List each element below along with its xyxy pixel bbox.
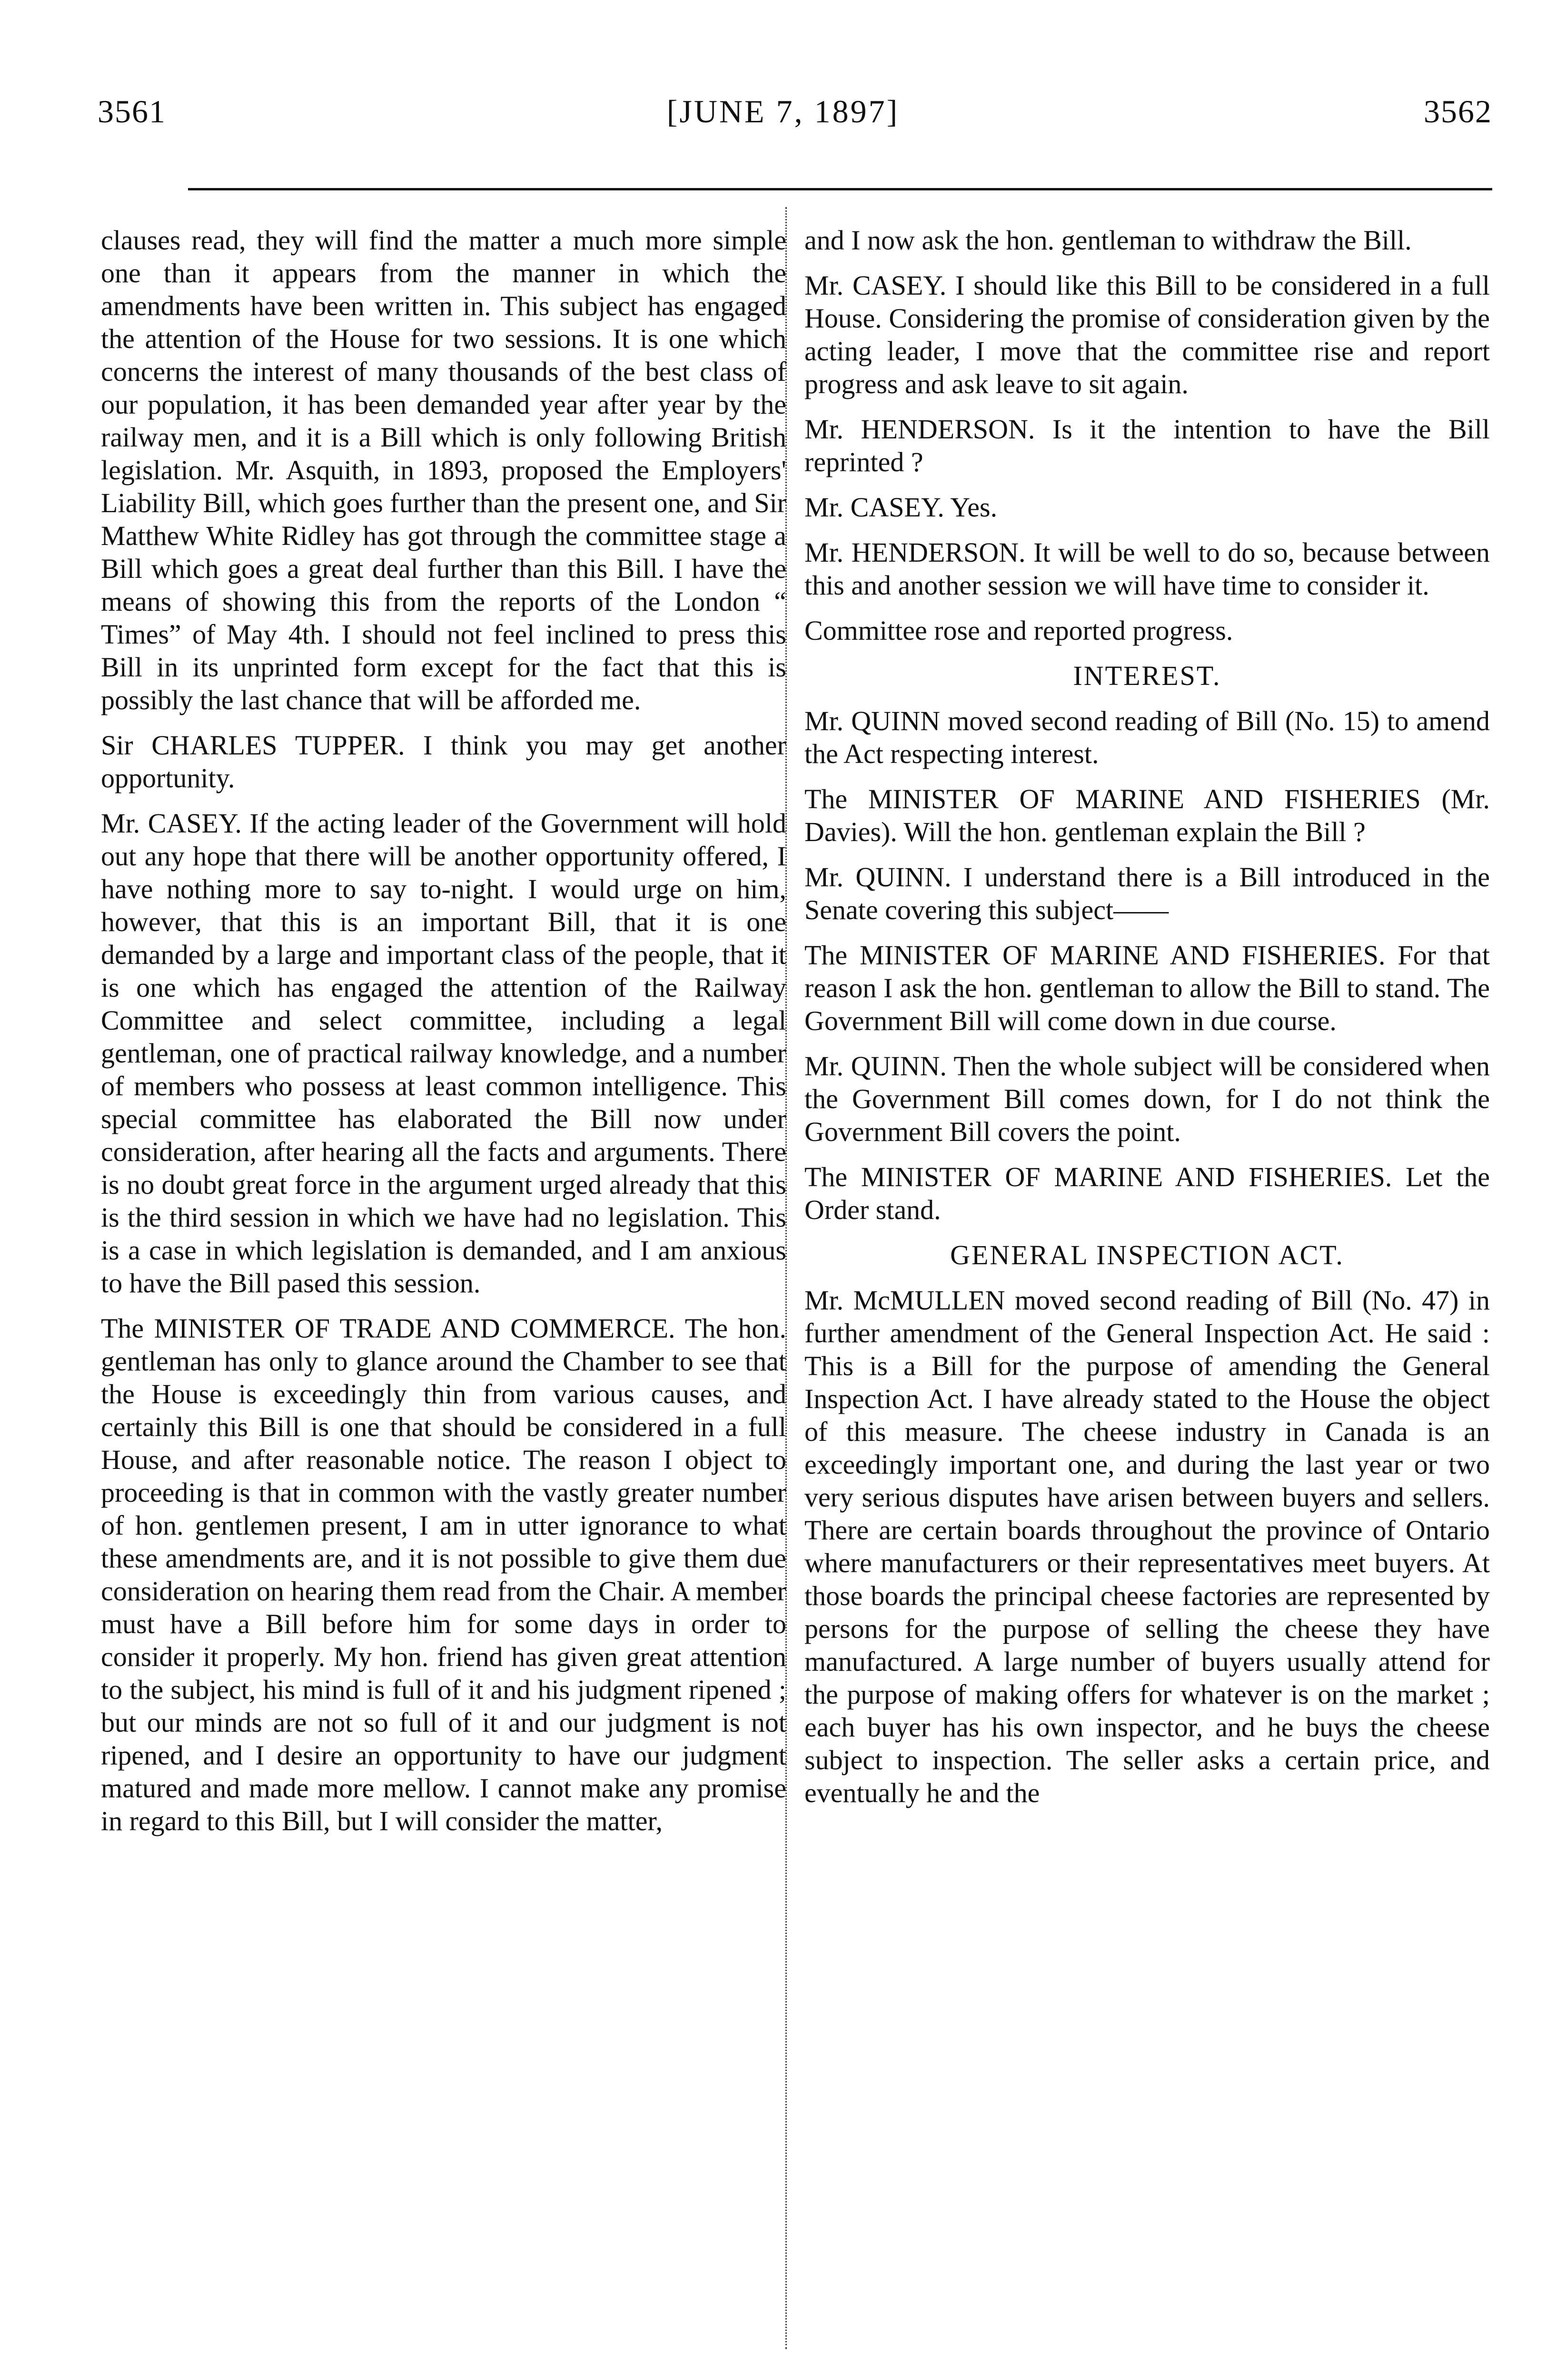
section-heading-interest: INTEREST. <box>1073 660 1221 691</box>
paragraph: Mr. HENDERSON. It will be well to do so, because between this and another session we will have time to consider it. <box>804 537 1490 601</box>
right-column <box>804 224 1490 1822</box>
header-rule <box>188 188 1492 190</box>
left-page-number: 3561 <box>98 93 166 129</box>
paragraph: The MINISTER OF MARINE AND FISHERIES (Mr. Davies). Will the hon. gentleman explain the Bill ? <box>804 783 1490 847</box>
page-date: [JUNE 7, 1897] <box>666 93 900 129</box>
paragraph: The MINISTER OF MARINE AND FISHERIES. For that reason I ask the hon. gentleman to allow the Bill to stand. The Government Bill will come down in due course. <box>804 940 1490 1036</box>
paragraph: Mr. HENDERSON. Is it the intention to have the Bill reprinted ? <box>804 414 1490 477</box>
paragraph: Mr. CASEY. I should like this Bill to be considered in a full House. Considering the promise of consideration given by the acting leader, I move that the committee rise and report progress and ask leave to sit again. <box>804 270 1490 399</box>
left-column <box>101 224 786 1850</box>
paragraph: clauses read, they will find the matter a much more simple one than it appears from the manner in which the amendments have been written in. This subject has engaged the attention of the House for two sessions. It is one which concerns the interest of many thousands of the best class of our population, it has been demanded year after year by the railway men, and it is a Bill which is only following British legislation. Mr. Asquith, in 1893, proposed the Employers' Liability Bill, which goes further than the present one, and Sir Matthew White Ridley has got through the committee stage a Bill which goes a great deal further than this Bill. I have the means of showing this from the reports of the London “ Times” of May 4th. I should not feel inclined to press this Bill in its unprinted form except for the fact that this is possibly the last chance that will be afforded me. <box>101 225 787 715</box>
paragraph: Sir CHARLES TUPPER. I think you may get another opportunity. <box>101 730 786 793</box>
paragraph: Mr. QUINN moved second reading of Bill (No. 15) to amend the Act respecting interest. <box>804 705 1490 769</box>
paragraph: The MINISTER OF MARINE AND FISHERIES. Let the Order stand. <box>804 1161 1490 1225</box>
paragraph: Mr. McMULLEN moved second reading of Bill (No. 47) in further amendment of the General Inspection Act. He said : This is a Bill for the purpose of amending the General Inspection Act. I have already stated to the House the object of this measure. The cheese industry in Canada is an exceedingly important one, and during the last year or two very serious disputes have arisen between buyers and sellers. There are certain boards throughout the province of Ontario where manufacturers or their representatives meet buyers. At those boards the principal cheese factories are represented by persons for the purpose of selling the cheese they have manufactured. A large number of buyers usually attend for the purpose of making offers for whatever is on the market ; each buyer has his own inspector, and he buys the cheese subject to inspection. The seller asks a certain price, and eventually he and the <box>804 1285 1490 1808</box>
right-page-number: 3562 <box>1424 93 1492 129</box>
section-heading-general-inspection-act: GENERAL INSPECTION ACT. <box>950 1240 1344 1270</box>
paragraph: Mr. QUINN. I understand there is a Bill introduced in the Senate covering this subject—— <box>804 862 1490 925</box>
paragraph: Mr. CASEY. If the acting leader of the Government will hold out any hope that there will be another opportunity offered, I have nothing more to say to-night. I would urge on him, however, that this is an important Bill, that it is one demanded by a large and important class of the people, that it is one which has engaged the attention of the Railway Committee and select committee, including a legal gentleman, one of practical railway knowledge, and a number of members who possess at least common intelligence. This special committee has elaborated the Bill now under consideration, after hearing all the facts and arguments. There is no doubt great force in the argument urged already that this is the third session in which we have had no legislation. This is a case in which legislation is demanded, and I am anxious to have the Bill pased this session. <box>101 808 786 1299</box>
paragraph: Committee rose and reported progress. <box>804 615 1233 646</box>
paragraph: The MINISTER OF TRADE AND COMMERCE. The hon. gentleman has only to glance around the Chamber to see that the House is exceedingly thin from various causes, and certainly this Bill is one that should be considered in a full House, and after reasonable notice. The reason I object to proceeding is that in common with the vastly greater number of hon. gentlemen present, I am in utter ignorance to what these amendments are, and it is not possible to give them due consideration on hearing them read from the Chair. A member must have a Bill before him for some days in order to consider it properly. My hon. friend has given great attention to the subject, his mind is full of it and his judgment ripened ; but our minds are not so full of it and our judgment is not ripened, and I desire an opportunity to have our judgment matured and made more mellow. I cannot make any promise in regard to this Bill, but I will consider the matter, <box>101 1313 786 1836</box>
paragraph: Mr. QUINN. Then the whole subject will be considered when the Government Bill comes down, for I do not think the Government Bill covers the point. <box>804 1051 1490 1147</box>
paragraph: Mr. CASEY. Yes. <box>804 492 998 523</box>
paragraph: and I now ask the hon. gentleman to withdraw the Bill. <box>804 225 1412 256</box>
